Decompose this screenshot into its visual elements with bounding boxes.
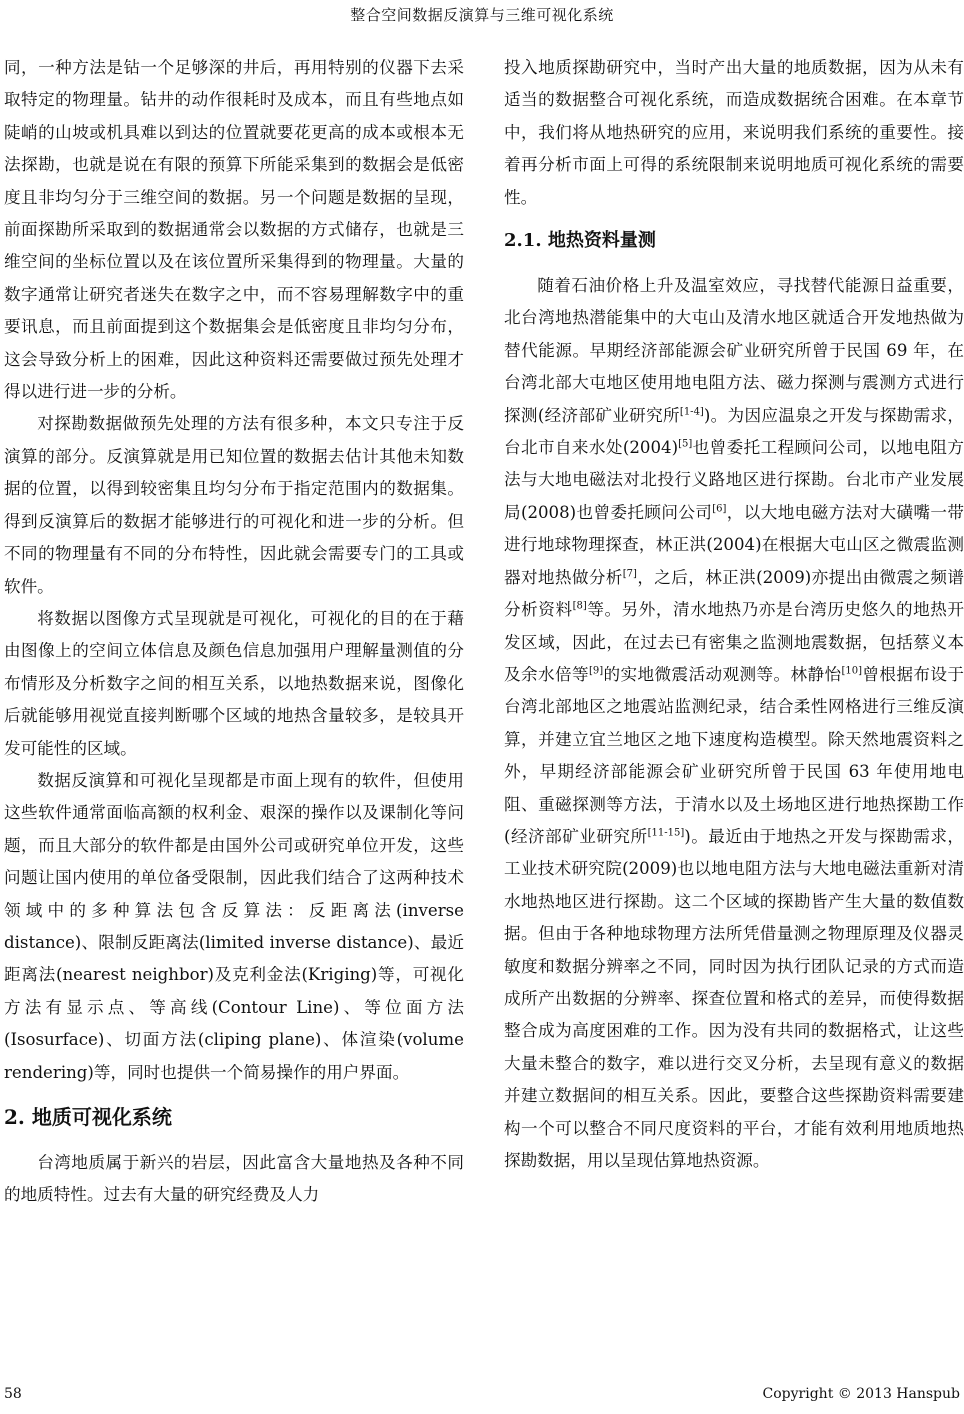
text-run: 的实地微震活动观测等。林静怡 — [603, 664, 842, 684]
text-run: ，之后，林正洪(2009)亦提出由微震之频谱分析资料 — [504, 567, 964, 620]
text-run: )。最近由于地热之开发与探勘需求，工业技术研究院(2009)也以地电阻方法与大地电磁法重新对清水地热地区进行探勘。这二个区域的探勘皆产生大量的数值数据。但由于各种地球物理方法所凭借量测之物理原理及仪器灵敏度和数据分辨率之不同，同时因为执行团队记录的方式而造成所产出数据的分辨率、探查位置和格式的差异，而使得数据整合成为高度困难的工作。因为没有共同的数据格式，让这些大量未整合的数字，难以进行交叉分析，去呈现有意义的数据并建立数据间的相互关系。因此，要整合这些探勘资料需要建构一个可以整合不同尺度资料的平台，才能有效利用地质地热探勘数据，用以呈现估算地热资源。 — [504, 826, 964, 1170]
right-column — [504, 52, 964, 1177]
text-run: ，以大地电磁方法对大磺嘴一带进行地球物理探查，林正洪(2004)在根据大屯山区之微震监测器对地热做分析 — [504, 502, 964, 587]
text-run: 等。另外，清水地热乃亦是台湾历史悠久的地热开发区域，因此，在过去已有密集之监测地震数据，包括蔡义本及余水倍等 — [504, 600, 964, 684]
paragraph: 将数据以图像方式呈现就是可视化，可视化的目的在于藉由图像上的空间立体信息及颜色信息加强用户理解量测值的分布情形及分析数字之间的相互关系，以地热数据来说，图像化后就能够用视觉直接判断哪个区域的地热含量较多，是较具开发可能性的区域。 — [4, 608, 464, 758]
citation: [9] — [588, 665, 604, 677]
subsection-heading: 2.1. 地热资料量测 — [504, 230, 656, 252]
text-run: 也曾委托工程顾问公司，以地电阻方法与大地电磁法对北投行义路地区进行探勘。台北市产业发展局(2008)也曾委托顾问公司 — [504, 438, 964, 522]
page-number: 58 — [4, 1386, 22, 1402]
citation: [1-4] — [679, 406, 704, 418]
left-column — [4, 52, 464, 1212]
citation: [7] — [622, 568, 637, 580]
citation: [8] — [572, 600, 587, 612]
citation: [5] — [678, 438, 693, 450]
paragraph: 投入地质探勘研究中，当时产出大量的地质数据，因为从未有适当的数据整合可视化系统，而造成数据统合困难。在本章节中，我们将从地热研究的应用，来说明我们系统的重要性。接着再分析市面上可得的系统限制来说明地质可视化系统的需要性。 — [504, 58, 964, 207]
text-run: 随着石油价格上升及温室效应，寻找替代能源日益重要，北台湾地热潜能集中的大屯山及清水地区就适合开发地热做为替代能源。早期经济部能源会矿业研究所曾于民国 69 年，在台湾北部大屯地区使用地电阻方法、磁力探测与震测方式进行探测(经济部矿业研究所 — [504, 276, 964, 425]
text-run: 曾根据布设于台湾北部地区之地震站监测纪录，结合柔性网格进行三维反演算，并建立宜兰地区之地下速度构造模型。除天然地震资料之外，早期经济部能源会矿业研究所曾于民国 63 年使用地电阻、重磁探测等方法，于清水以及土场地区进行地热探勘工作(经济部矿业研究所 — [504, 664, 964, 846]
page-footer — [4, 1386, 960, 1402]
citation: [6] — [712, 503, 727, 515]
paragraph — [504, 270, 964, 1177]
text-run: )。为因应温泉之开发与探勘需求，台北市自来水处(2004) — [504, 405, 964, 458]
running-title: 整合空间数据反演算与三维可视化系统 — [350, 6, 614, 24]
paragraph: 同，一种方法是钻一个足够深的井后，再用特别的仪器下去采取特定的物理量。钻井的动作很耗时及成本，而且有些地点如陡峭的山坡或机具难以到达的位置就要花更高的成本或根本无法探勘，也就是说在有限的预算下所能采集到的数据会是低密度且非均匀分于三维空间的数据。另一个问题是数据的呈现，前面探勘所采取到的数据通常会以数据的方式储存，也就是三维空间的坐标位置以及在该位置所采集得到的物理量。大量的数字通常让研究者迷失在数字之中，而不容易理解数字中的重要讯息，而且前面提到这个数据集会是低密度且非均匀分布，这会导致分析上的困难，因此这种资料还需要做过预先处理才得以进行进一步的分析。 — [4, 58, 464, 402]
citation: [10] — [841, 665, 863, 677]
section-heading: 2. 地质可视化系统 — [4, 1105, 172, 1129]
paragraph: 对探勘数据做预先处理的方法有很多种，本文只专注于反演算的部分。反演算就是用已知位置的数据去估计其他未知数据的位置，以得到较密集且均匀分布于指定范围内的数据集。得到反演算后的数据才能够进行的可视化和进一步的分析。但不同的物理量有不同的分布特性，因此就会需要专门的工具或软件。 — [4, 414, 464, 596]
paragraph: 数据反演算和可视化呈现都是市面上现有的软件，但使用这些软件通常面临高额的权利金、艰深的操作以及课制化等问题，而且大部分的软件都是由国外公司或研究单位开发，这些问题让国内使用的单位备受限制，因此我们结合了这两种技术领域中的多种算法包含反算法：反距离法(inverse distance)、限制反距离法(limited inverse distance)、最近距离法(nearest neighbor)及克利金法(Kriging)等，可视化方法有显示点、等高线(Contour Line)、等位面方法(Isosurface)、切面方法(cliping plane)、体渲染(volume rendering)等，同时也提供一个简易操作的用户界面。 — [4, 770, 464, 1082]
copyright-notice: Copyright © 2013 Hanspub — [762, 1386, 960, 1402]
paragraph: 台湾地质属于新兴的岩层，因此富含大量地热及各种不同的地质特性。过去有大量的研究经费及人力 — [4, 1153, 464, 1205]
citation: [11-15] — [647, 827, 685, 839]
